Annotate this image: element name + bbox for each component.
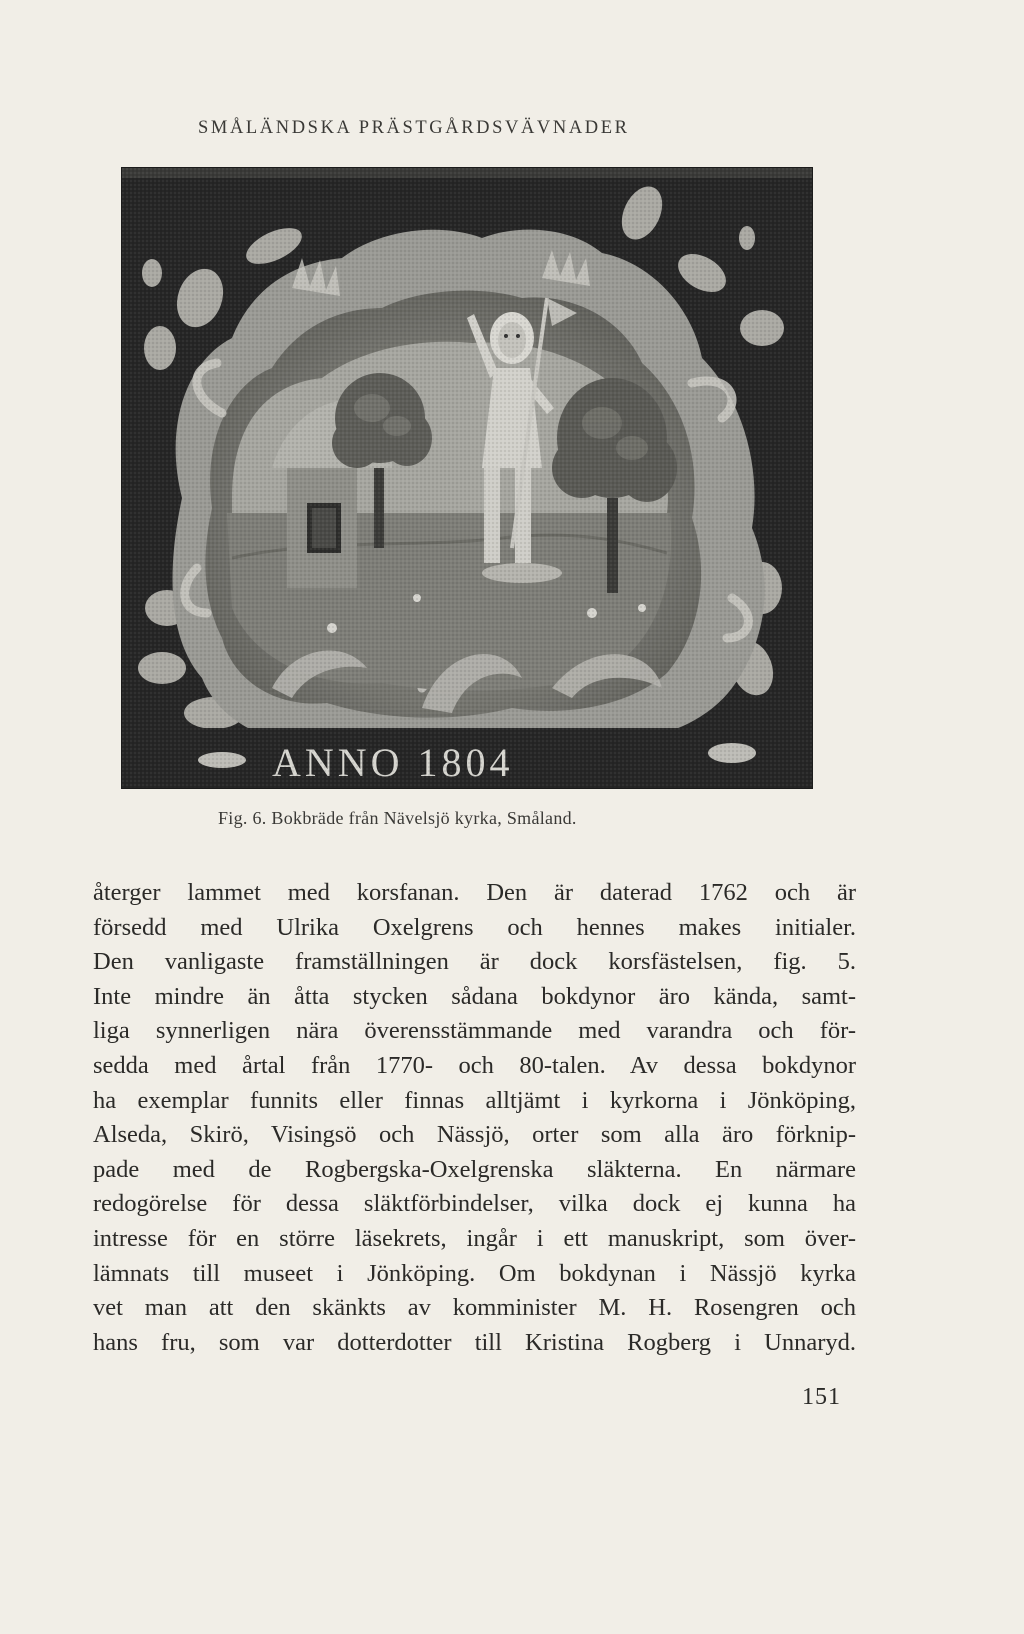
body-text	[93, 876, 856, 1360]
text-line: lämnats till museet i Jönköping. Om bokdynan i Nässjö kyrka	[93, 1259, 856, 1287]
running-head: SMÅLÄNDSKA PRÄSTGÅRDSVÄVNADER	[198, 118, 630, 138]
text-line: Den vanligaste framställningen är dock korsfästelsen, fig. 5.	[93, 948, 856, 976]
text-line: redogörelse för dessa släktförbindelser, vilka dock ej kunna ha	[93, 1190, 856, 1218]
text-line: vet man att den skänkts av komminister M. H. Rosengren och	[93, 1294, 856, 1322]
figure-plate	[122, 168, 812, 788]
tapestry-image	[122, 168, 812, 788]
text-line: liga synnerligen nära överensstämmande med varandra och för-	[93, 1017, 856, 1045]
text-line: ha exemplar funnits eller finnas alltjämt i kyrkorna i Jönköping,	[93, 1086, 856, 1114]
text-line: pade med de Rogbergska-Oxelgrenska släkterna. En närmare	[93, 1155, 856, 1183]
text-line: försedd med Ulrika Oxelgrens och hennes makes initialer.	[93, 913, 856, 941]
figure-caption: Fig. 6. Bokbräde från Nävelsjö kyrka, Småland.	[218, 808, 577, 828]
page-number: 151	[802, 1384, 841, 1410]
text-line: sedda med årtal från 1770- och 80-talen. Av dessa bokdynor	[93, 1051, 856, 1079]
text-line: intresse för en större läsekrets, ingår i ett manuskript, som över-	[93, 1224, 856, 1252]
text-line: återger lammet med korsfanan. Den är daterad 1762 och är	[93, 879, 856, 906]
text-line: hans fru, som var dotterdotter till Kristina Rogberg i Unnaryd.	[93, 1328, 856, 1356]
text-line: Inte mindre än åtta stycken sådana bokdynor äro kända, samt-	[93, 982, 856, 1010]
text-line: Alseda, Skirö, Visingsö och Nässjö, orter som alla äro förknip-	[93, 1121, 856, 1149]
